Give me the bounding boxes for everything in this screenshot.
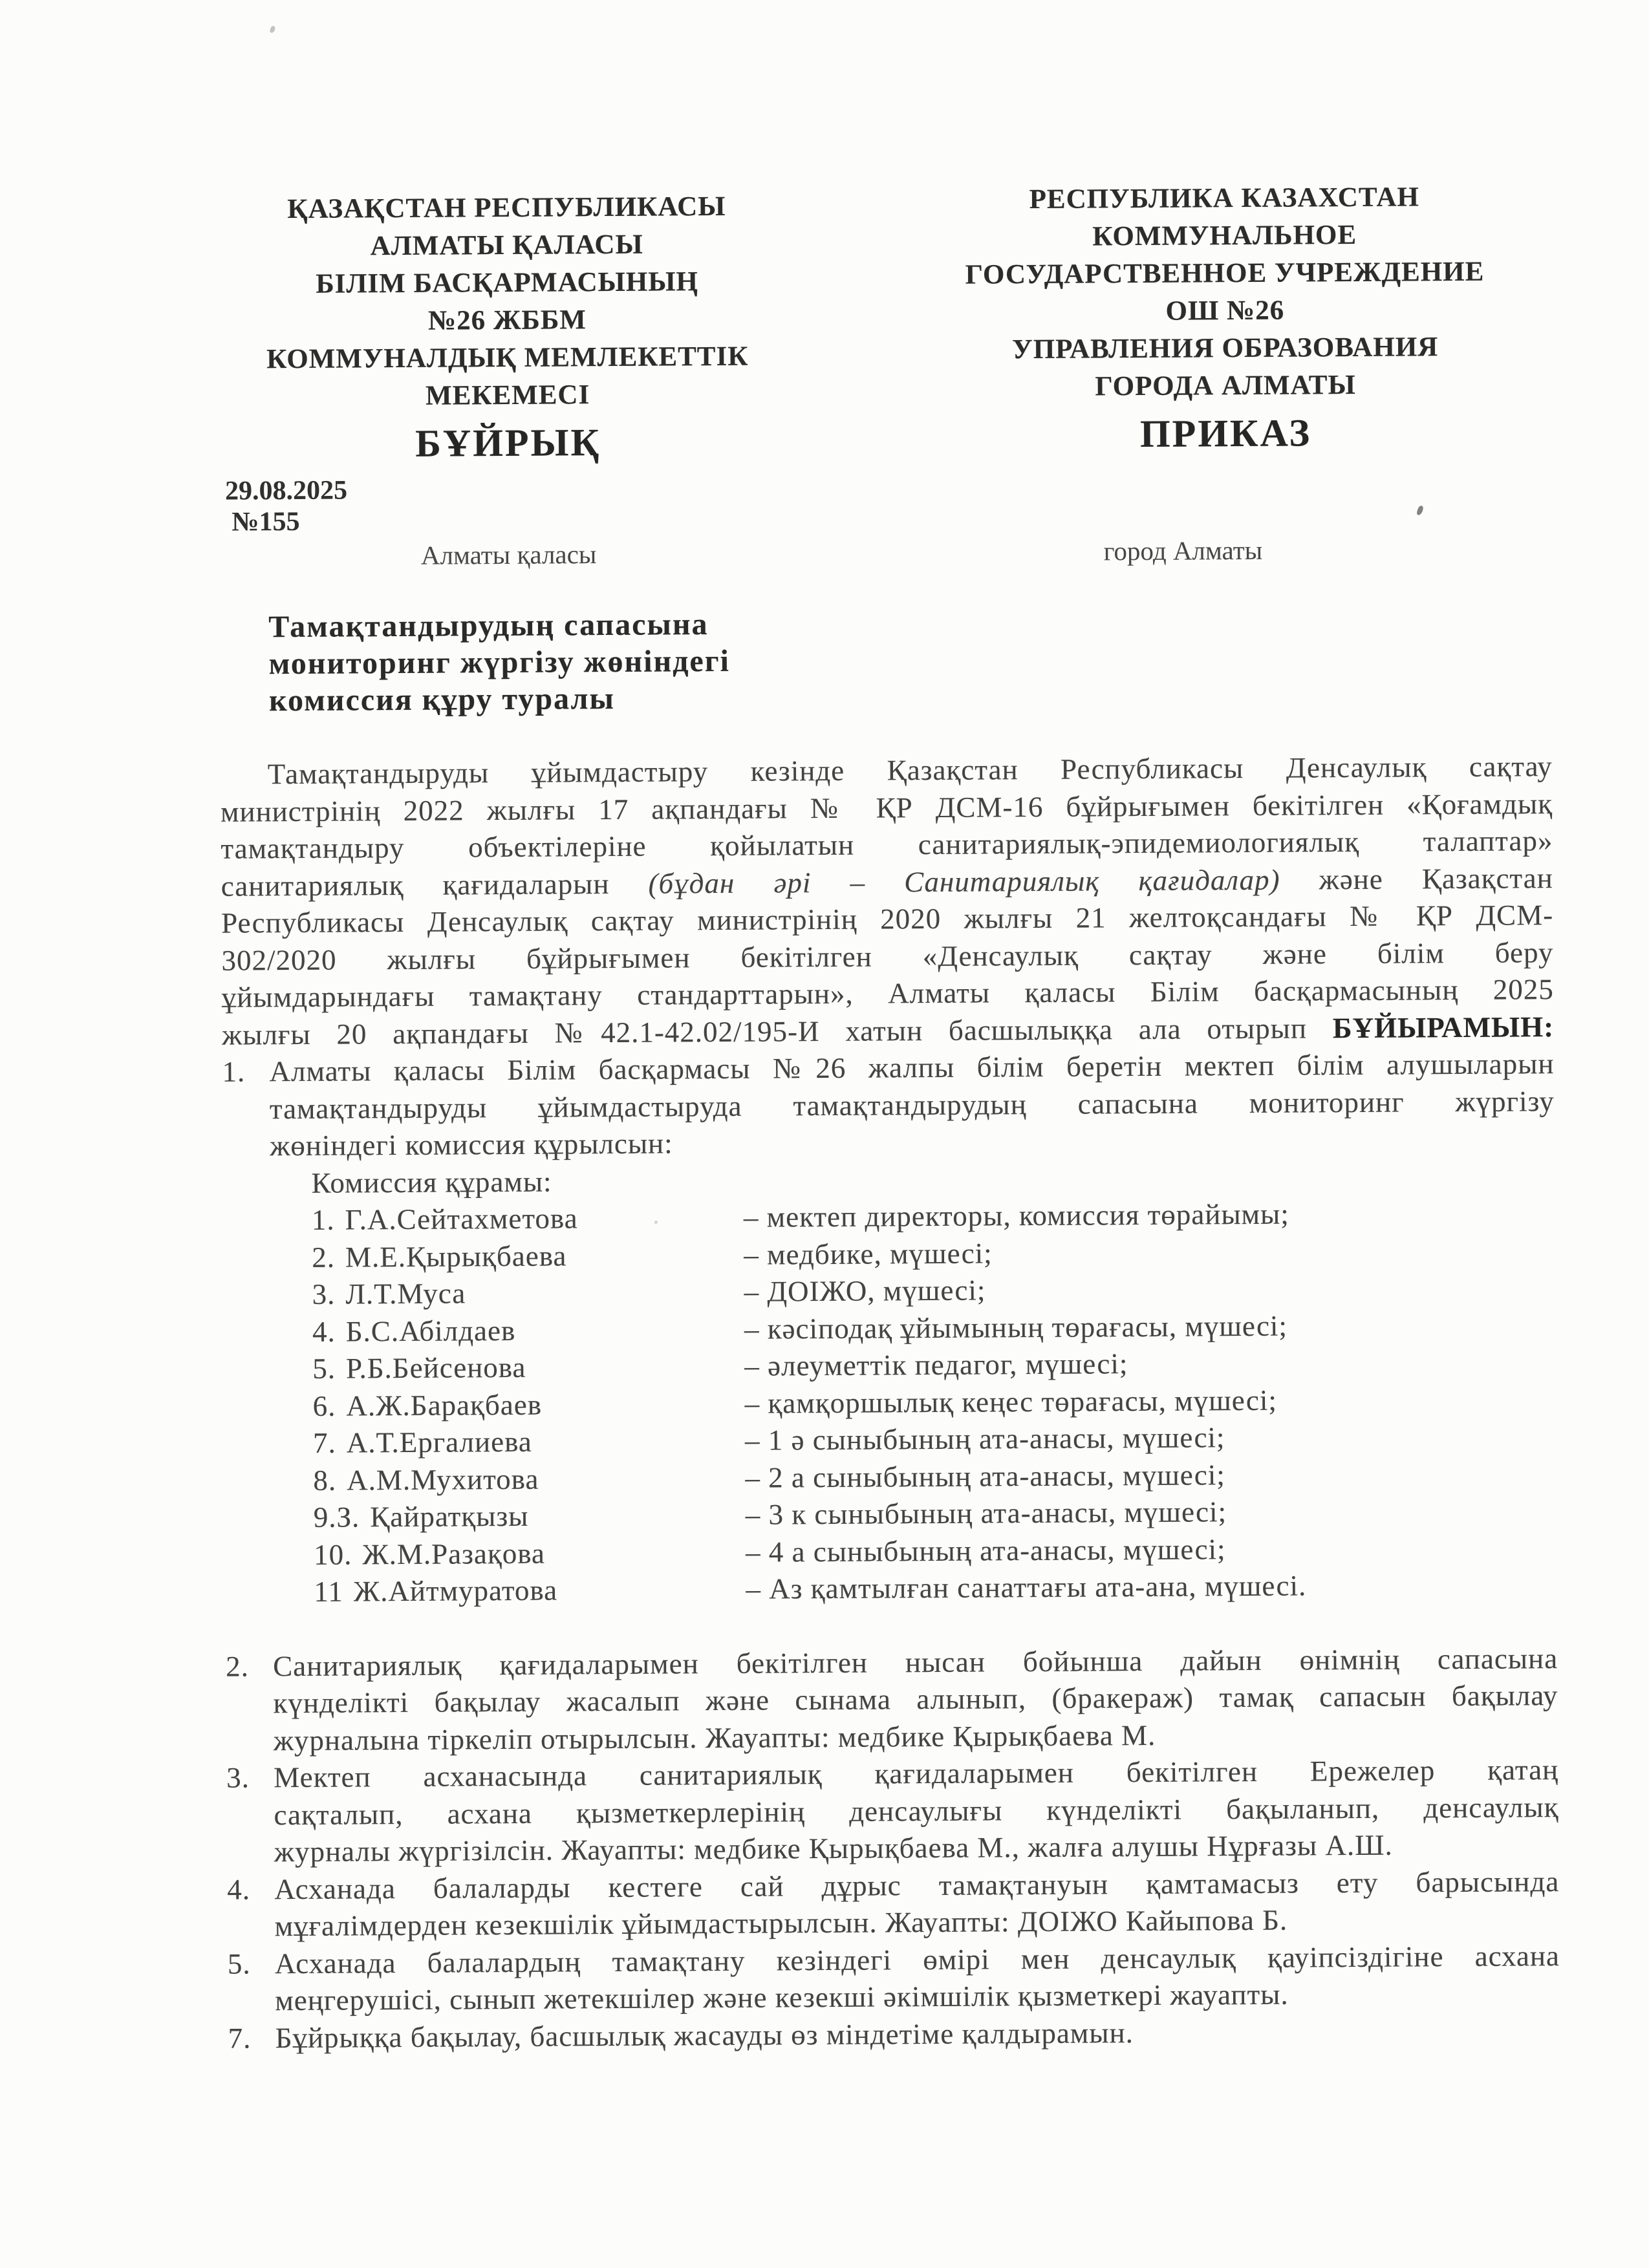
- item-line: сақталып, асхана қызметкерлерінің денсаулығы күнделікті бақыланып, денсаулық: [274, 1790, 1559, 1831]
- member-role: – 1 ә сыныбының ата-анасы, мүшесі;: [744, 1421, 1225, 1457]
- letterhead-russian: [933, 178, 1517, 460]
- intro-line: жылғы 20 ақпандағы №42.1-42.02/195-И хатын басшылыққа ала отырып БҰЙЫРАМЫН:: [222, 1010, 1555, 1051]
- item-number: 1.: [222, 1055, 246, 1088]
- item-number: 7.: [228, 2021, 252, 2055]
- member-number: 11: [314, 1575, 343, 1608]
- item-line: Алматы қаласы Білім басқармасы №26 жалпы білім беретін мектеп білім алушыларын: [269, 1047, 1555, 1088]
- order-number: №155: [232, 506, 300, 537]
- order-item-1: [222, 1045, 1555, 1165]
- member-role: – 3 к сыныбының ата-анасы, мүшесі;: [745, 1495, 1227, 1531]
- letterhead-kk-line: №26 ЖББМ: [427, 305, 587, 336]
- member-role: – әлеуметтік педагог, мүшесі;: [744, 1347, 1128, 1382]
- member-role: – медбике, мүшесі;: [744, 1236, 993, 1271]
- letterhead-kk-line: МЕКЕМЕСІ: [425, 380, 590, 411]
- intro-line: Республикасы Денсаулық сақтау министрінің 2020 жылғы 21 желтоқсандағы № ҚР ДСМ-: [221, 899, 1554, 939]
- item-line: жөніндегі комиссия құрылсын:: [270, 1127, 673, 1162]
- item-line: тамақтандыруды ұйымдастыруда тамақтандырудың сапасына мониторинг жүргізу: [269, 1084, 1555, 1125]
- member-number: 5.: [312, 1352, 336, 1385]
- letterhead-ru-line: ОШ №26: [1165, 295, 1285, 326]
- order-title-kazakh: БҰЙРЫҚ: [415, 421, 601, 465]
- member-role: – кәсіподақ ұйымының төрағасы, мүшесі;: [744, 1309, 1288, 1345]
- order-meta: [0, 467, 1647, 573]
- member-number: 2.: [312, 1241, 336, 1274]
- member-number: 8.: [313, 1464, 337, 1497]
- intro-paragraph: [221, 748, 1555, 1054]
- member-name: А.Ж.Барақбаев: [346, 1388, 543, 1422]
- letterhead-kk-line: КОММУНАЛДЫҚ МЕМЛЕКЕТТІК: [266, 341, 749, 375]
- subject-line: Тамақтандырудың сапасына: [268, 607, 709, 645]
- letterhead: [0, 0, 1646, 467]
- place-russian-wrap: [936, 533, 1518, 566]
- letterhead-ru-line: ГОСУДАРСТВЕННОЕ УЧРЕЖДЕНИЕ: [965, 256, 1485, 290]
- order-item-7: [228, 2012, 1560, 2057]
- member-number: 7.: [312, 1426, 336, 1459]
- member-name: А.Т.Ергалиева: [346, 1425, 532, 1459]
- item-number: 2.: [226, 1649, 250, 1683]
- member-name: Қайратқызы: [370, 1499, 529, 1534]
- item-number: 5.: [227, 1947, 251, 1980]
- item-line: күнделікті бақылау жасалып және сынама алынып, (бракераж) тамақ сапасын бақылау: [273, 1679, 1558, 1720]
- member-name: А.М.Мухитова: [346, 1462, 539, 1497]
- commission-list: [223, 1194, 1558, 1611]
- intro-line: тамақтандыру объектілеріне қойылатын санитариялық-эпидемиологиялық талаптар»: [221, 824, 1553, 865]
- member-name: М.Е.Қырықбаева: [345, 1239, 567, 1274]
- item-line: меңгерушісі, сынып жетекшілер және кезекші әкімшілік қызметкері жауапты.: [275, 1978, 1289, 2017]
- letterhead-ru-line: РЕСПУБЛИКА КАЗАХСТАН: [1029, 182, 1420, 215]
- item-line: Санитариялық қағидаларымен бекітілген нысан бойынша дайын өнімнің сапасына: [273, 1642, 1558, 1682]
- member-role: – қамқоршылық кеңес төрағасы, мүшесі;: [744, 1384, 1278, 1420]
- member-number: 1.: [311, 1203, 335, 1236]
- member-name: Б.С.Абілдаев: [345, 1314, 516, 1348]
- letterhead-kazakh: [244, 188, 770, 465]
- order-item-3: [226, 1751, 1559, 1871]
- commission-row: [314, 1566, 1557, 1610]
- order-item-4: [227, 1863, 1560, 1946]
- place-kazakh: Алматы қаласы: [420, 539, 597, 570]
- intro-line: санитариялық қағидаларын (бұдан әрі – Санитариялық қағидалар) және Қазақстан: [221, 861, 1553, 903]
- member-number: 4.: [312, 1315, 336, 1348]
- subject-line: комиссия құру туралы: [268, 681, 616, 718]
- item-line: Асханада балалардың тамақтану кезіндегі өмірі мен денсаулық қауіпсіздігіне асхана: [274, 1939, 1560, 1980]
- member-number: 9.З.: [313, 1501, 360, 1534]
- letterhead-ru-line: УПРАВЛЕНИЯ ОБРАЗОВАНИЯ: [1012, 332, 1439, 365]
- item-number: 4.: [227, 1872, 251, 1906]
- member-role: – 4 а сыныбының ата-анасы, мүшесі;: [745, 1532, 1226, 1568]
- member-role: – 2 а сыныбының ата-анасы, мүшесі;: [745, 1458, 1225, 1494]
- order-date: 29.08.2025: [224, 475, 348, 506]
- letterhead-kk-line: ҚАЗАҚСТАН РЕСПУБЛИКАСЫ: [287, 191, 726, 225]
- item-line: журналы жүргізілсін. Жауапты: медбике Қырықбаева М., жалға алушы Нұрғазы А.Ш.: [274, 1828, 1393, 1868]
- order-item-2: [226, 1640, 1558, 1760]
- member-number: 3.: [312, 1278, 336, 1311]
- item-line: журналына тіркеліп отырылсын. Жауапты: медбике Қырықбаева М.: [273, 1718, 1156, 1757]
- item-number: 3.: [226, 1761, 250, 1794]
- commission-title: Комиссия құрамы:: [311, 1165, 552, 1199]
- member-role: – Аз қамтылған санаттағы ата-ана, мүшесі.: [746, 1569, 1307, 1605]
- member-name: Р.Б.Бейсенова: [345, 1351, 526, 1385]
- item-line: Бұйрыққа бақылау, басшылық жасауды өз міндетіме қалдырамын.: [275, 2016, 1134, 2054]
- letterhead-kk-line: АЛМАТЫ ҚАЛАСЫ: [370, 229, 643, 262]
- item-line: Мектеп асханасында санитариялық қағидаларымен бекітілген Ережелер қатаң: [274, 1753, 1559, 1794]
- order-body: [221, 748, 1560, 2057]
- place-russian: город Алматы: [1103, 535, 1263, 566]
- inline-italic: (бұдан әрі – Санитариялық қағидалар): [648, 863, 1280, 900]
- item-line: Асханада балаларды кестеге сай дұрыс тамақтануын қамтамасыз ету барысында: [274, 1865, 1560, 1905]
- subject-line: мониторинг жүргізу жөніндегі: [268, 643, 731, 681]
- intro-line: министрінің 2022 жылғы 17 ақпандағы № ҚР ДСМ-16 бұйрығымен бекітілген «Қоғамдық: [220, 787, 1553, 828]
- letterhead-ru-line: КОММУНАЛЬНОЕ: [1092, 219, 1357, 252]
- decree-word: БҰЙЫРАМЫН:: [1332, 1010, 1555, 1044]
- member-role: – ДОІЖО, мүшесі;: [744, 1274, 986, 1308]
- letterhead-ru-line: ГОРОДА АЛМАТЫ: [1095, 369, 1356, 402]
- member-number: 6.: [312, 1389, 336, 1422]
- intro-line: Тамақтандыруды ұйымдастыру кезінде Қазақстан Республикасы Денсаулық сақтау: [267, 750, 1553, 791]
- intro-line: 302/2020 жылғы бұйрығымен бекітілген «Денсаулық сақтау және білім беру: [221, 936, 1554, 977]
- member-name: Ж.М.Разақова: [362, 1537, 546, 1570]
- member-role: – мектеп директоры, комиссия төрайымы;: [743, 1197, 1289, 1234]
- member-name: Л.Т.Муса: [345, 1277, 466, 1311]
- order-title-russian: ПРИКАЗ: [1139, 411, 1312, 456]
- order-subject: [268, 600, 1648, 719]
- member-name: Ж.Айтмуратова: [353, 1574, 558, 1608]
- member-number: 10.: [313, 1537, 352, 1571]
- letterhead-kk-line: БІЛІМ БАСҚАРМАСЫНЫҢ: [316, 266, 699, 299]
- intro-line: ұйымдарындағы тамақтану стандарттарын», Алматы қаласы Білім басқармасының 2025: [221, 973, 1554, 1014]
- item-line: мұғалімдерден кезекшілік ұйымдастырылсын. Жауапты: ДОІЖО Кайыпова Б.: [274, 1903, 1288, 1943]
- member-name: Г.А.Сейтахметова: [345, 1202, 578, 1236]
- order-item-5: [228, 1938, 1560, 2020]
